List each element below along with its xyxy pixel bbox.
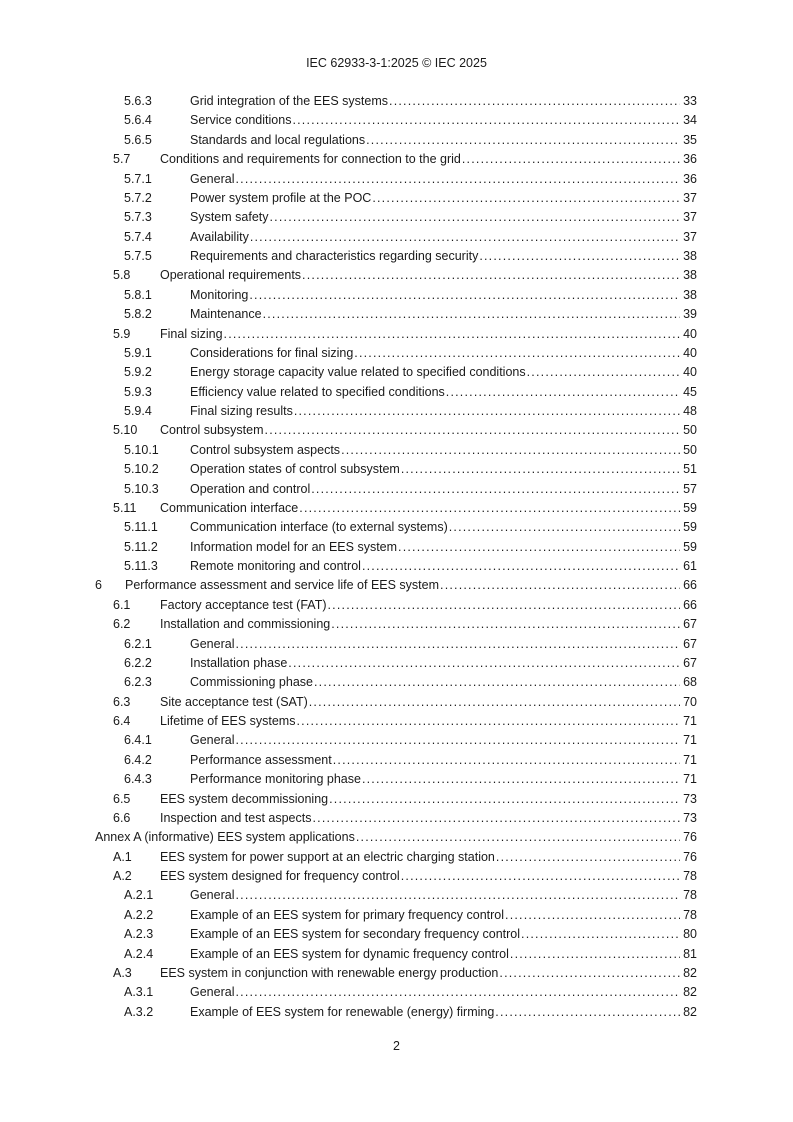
toc-entry-title: Information model for an EES system (190, 539, 398, 554)
toc-entry-title: Performance monitoring phase (190, 772, 361, 787)
toc-entry[interactable] (0, 189, 793, 208)
toc-entry-page: 66 (683, 578, 697, 593)
toc-entry-page: 80 (683, 927, 697, 942)
toc-entry-page: 59 (683, 520, 697, 535)
toc-entry-page: 50 (683, 442, 697, 457)
toc-entry[interactable] (0, 421, 793, 440)
toc-dot-leader (329, 790, 680, 809)
toc-entry-number: 5.7.4 (124, 229, 152, 244)
toc-entry-line (190, 538, 697, 557)
toc-entry[interactable] (0, 693, 793, 712)
toc-entry-title: Conditions and requirements for connection to the grid (160, 152, 461, 167)
toc-entry[interactable] (0, 809, 793, 828)
toc-entry[interactable] (0, 480, 793, 499)
toc-entry-page: 36 (683, 152, 697, 167)
toc-entry[interactable] (0, 518, 793, 537)
toc-entry[interactable] (0, 964, 793, 983)
toc-dot-leader (366, 131, 680, 150)
toc-entry-page: 71 (683, 714, 697, 728)
toc-entry-page: 78 (683, 907, 697, 922)
toc-entry-number: 6 (95, 578, 102, 593)
toc-entry-title: Control subsystem (160, 423, 264, 438)
toc-entry-page: 82 (683, 985, 697, 1000)
toc-entry-line (190, 208, 697, 227)
toc-entry-line (190, 983, 697, 1002)
toc-entry[interactable] (0, 111, 793, 130)
toc-entry-line (190, 480, 697, 499)
toc-entry-page: 68 (683, 675, 697, 690)
toc-entry-number: 5.11.2 (124, 539, 158, 554)
toc-dot-leader (250, 228, 680, 247)
toc-entry-page: 67 (683, 655, 697, 670)
toc-dot-leader (496, 848, 680, 867)
toc-entry-page: 59 (683, 500, 697, 515)
toc-entry[interactable] (0, 383, 793, 402)
toc-entry[interactable] (0, 654, 793, 673)
toc-dot-leader (495, 1003, 680, 1022)
toc-entry-title: General (190, 985, 235, 1000)
toc-entry-page: 71 (683, 772, 697, 787)
toc-entry[interactable] (0, 751, 793, 770)
toc-dot-leader (401, 460, 680, 479)
toc-entry-title: Installation phase (190, 655, 288, 670)
toc-entry-page: 50 (683, 423, 697, 438)
toc-dot-leader (263, 305, 681, 324)
toc-entry[interactable] (0, 770, 793, 789)
toc-entry[interactable] (0, 731, 793, 750)
toc-entry-number: 6.6 (113, 810, 131, 825)
toc-entry-number: 5.7.5 (124, 249, 152, 263)
toc-entry[interactable] (0, 363, 793, 382)
toc-entry-title: Installation and commissioning (160, 617, 331, 632)
toc-entry-line (160, 693, 697, 712)
toc-entry-title: Commissioning phase (190, 675, 313, 690)
toc-entry-title: Lifetime of EES systems (160, 714, 296, 728)
toc-entry-number: 6.4 (113, 714, 131, 728)
toc-entry-title: Example of an EES system for primary frequency control (190, 907, 505, 922)
toc-entry-line (190, 886, 697, 905)
toc-entry-number: 5.8.2 (124, 307, 152, 322)
toc-dot-leader (510, 945, 680, 964)
toc-entry-title: EES system in conjunction with renewable energy production (160, 965, 499, 980)
toc-entry-title: Example of an EES system for secondary frequency control (190, 927, 521, 942)
toc-entry-number: 6.4.2 (124, 752, 152, 767)
toc-dot-leader (479, 247, 680, 266)
toc-dot-leader (265, 421, 681, 440)
toc-entry-title: EES system decommissioning (160, 791, 329, 806)
toc-entry[interactable] (0, 867, 793, 886)
toc-entry-number: 6.4.3 (124, 772, 152, 787)
toc-entry[interactable] (0, 712, 793, 731)
toc-entry[interactable] (0, 170, 793, 189)
toc-entry-title: General (190, 171, 235, 186)
toc-dot-leader (333, 751, 680, 770)
toc-entry-number: 6.2 (113, 617, 131, 632)
toc-entry-number: 5.7.3 (124, 210, 152, 225)
toc-dot-leader (398, 538, 680, 557)
toc-entry-line (160, 867, 697, 886)
toc-entry-line (160, 596, 697, 615)
toc-entry-number: A.2 (113, 869, 132, 883)
toc-entry[interactable] (0, 906, 793, 925)
toc-entry-line (160, 150, 697, 169)
toc-entry-page: 35 (683, 132, 697, 147)
toc-entry-line (160, 712, 697, 731)
toc-entry-title: Operation and control (190, 481, 311, 496)
toc-entry-line (190, 344, 697, 363)
toc-entry-line (190, 654, 697, 673)
toc-entry-page: 70 (683, 694, 697, 709)
toc-entry[interactable] (0, 635, 793, 654)
toc-entry-title: EES system for power support at an electric charging station (160, 849, 495, 864)
toc-entry-title: Final sizing results (190, 404, 293, 418)
toc-entry-page: 38 (683, 287, 697, 302)
toc-entry-page: 81 (683, 946, 697, 961)
toc-entry-page: 59 (683, 539, 697, 554)
toc-entry-line (95, 828, 697, 847)
toc-entry-page: 51 (683, 462, 697, 477)
toc-dot-leader (309, 693, 680, 712)
toc-entry-page: 82 (683, 965, 697, 980)
toc-entry-page: 40 (683, 326, 697, 341)
toc-entry-page: 73 (683, 810, 697, 825)
toc-dot-leader (462, 150, 680, 169)
toc-entry-page: 73 (683, 791, 697, 806)
toc-dot-leader (401, 867, 680, 886)
toc-entry[interactable] (0, 92, 793, 111)
toc-entry-line (160, 809, 697, 828)
toc-entry-page: 37 (683, 229, 697, 244)
toc-entry-number: 6.3 (113, 694, 131, 709)
toc-entry[interactable] (0, 131, 793, 150)
toc-entry[interactable] (0, 576, 793, 595)
toc-entry-line (190, 1003, 697, 1022)
toc-entry-page: 40 (683, 345, 697, 360)
toc-entry-page: 45 (683, 384, 697, 399)
toc-entry-line (190, 92, 697, 111)
toc-entry-title: Energy storage capacity value related to specified conditions (190, 365, 526, 380)
toc-entry-line (190, 925, 697, 944)
toc-entry[interactable] (0, 828, 793, 847)
toc-entry-number: 5.7.2 (124, 190, 152, 205)
toc-entry-number: A.3.1 (124, 985, 154, 1000)
toc-dot-leader (314, 673, 680, 692)
toc-dot-leader (354, 344, 680, 363)
toc-entry-line (160, 790, 697, 809)
toc-entry-line (160, 615, 697, 634)
toc-entry-number: 5.10.1 (124, 442, 159, 457)
toc-entry-line (190, 751, 697, 770)
toc-entry-number: 5.10.2 (124, 462, 159, 477)
toc-dot-leader (389, 92, 680, 111)
toc-entry-page: 34 (683, 113, 697, 128)
toc-entry-page: 71 (683, 733, 697, 748)
toc-entry-title: Service conditions (190, 113, 292, 128)
toc-entry[interactable] (0, 460, 793, 479)
page-number: 2 (393, 1039, 400, 1053)
toc-entry-number: 5.8 (113, 268, 131, 283)
toc-entry[interactable] (0, 286, 793, 305)
toc-dot-leader (341, 441, 680, 460)
toc-entry-line (190, 770, 697, 789)
toc-entry-page: 76 (683, 849, 697, 864)
toc-entry-page: 71 (683, 752, 697, 767)
toc-entry-line (190, 111, 697, 130)
toc-entry-title: Example of an EES system for dynamic frequency control (190, 946, 509, 961)
toc-entry[interactable] (0, 557, 793, 576)
toc-entry-line (190, 286, 697, 305)
toc-entry-line (190, 518, 697, 537)
toc-entry-title: Availability (190, 229, 249, 244)
toc-entry-number: 6.2.3 (124, 675, 152, 690)
toc-dot-leader (505, 906, 680, 925)
toc-dot-leader (288, 654, 680, 673)
toc-dot-leader (312, 809, 680, 828)
toc-entry-page: 78 (683, 869, 697, 883)
toc-entry-number: 5.6.4 (124, 113, 152, 128)
toc-entry-number: 6.4.1 (124, 733, 152, 748)
toc-entry-line (160, 499, 697, 518)
toc-entry-page: 82 (683, 1004, 697, 1019)
toc-entry-title: Requirements and characteristics regarding security (190, 249, 479, 263)
toc-entry-number: 5.9.3 (124, 384, 152, 399)
toc-entry-number: 5.11.1 (124, 520, 158, 535)
toc-dot-leader (294, 402, 680, 421)
toc-entry[interactable] (0, 247, 793, 266)
toc-dot-leader (331, 615, 680, 634)
toc-entry-line (160, 848, 697, 867)
toc-entry[interactable] (0, 441, 793, 460)
toc-entry-page: 33 (683, 94, 697, 108)
toc-entry[interactable] (0, 228, 793, 247)
toc-entry[interactable] (0, 538, 793, 557)
toc-entry-line (190, 441, 697, 460)
toc-dot-leader (235, 635, 680, 654)
toc-dot-leader (328, 596, 681, 615)
toc-entry-line (160, 325, 697, 344)
toc-entry-title: System safety (190, 210, 269, 225)
toc-entry-line (190, 247, 697, 266)
toc-entry-line (190, 170, 697, 189)
toc-entry-number: 6.1 (113, 597, 131, 612)
toc-entry[interactable] (0, 673, 793, 692)
toc-entry-title: General (190, 888, 235, 903)
toc-dot-leader (299, 499, 680, 518)
toc-dot-leader (440, 576, 680, 595)
toc-dot-leader (302, 266, 680, 285)
toc-entry[interactable] (0, 790, 793, 809)
toc-entry-page: 76 (683, 830, 697, 845)
toc-dot-leader (521, 925, 680, 944)
toc-entry-number: 5.11.3 (124, 559, 158, 573)
toc-entry[interactable] (0, 983, 793, 1002)
toc-entry-line (190, 228, 697, 247)
toc-entry-number: A.2.4 (124, 946, 154, 961)
toc-entry-line (160, 266, 697, 285)
toc-entry-page: 37 (683, 190, 697, 205)
toc-entry-title: Power system profile at the POC (190, 190, 372, 205)
toc-entry-number: 5.9.4 (124, 404, 152, 418)
toc-entry-title: Communication interface (160, 500, 299, 515)
toc-entry-page: 40 (683, 365, 697, 380)
toc-entry-title: Example of EES system for renewable (energy) firming (190, 1004, 495, 1019)
toc-entry-page: 38 (683, 268, 697, 283)
toc-entry-line (190, 460, 697, 479)
toc-entry[interactable] (0, 1003, 793, 1022)
toc-entry-title: General (190, 733, 235, 748)
toc-entry-number: 5.10.3 (124, 481, 159, 496)
toc-entry[interactable] (0, 305, 793, 324)
toc-entry[interactable] (0, 596, 793, 615)
toc-entry-number: 5.6.5 (124, 132, 152, 147)
toc-entry-page: 48 (683, 404, 697, 418)
toc-entry-number: 5.9.2 (124, 365, 152, 380)
toc-entry[interactable] (0, 344, 793, 363)
toc-entry-title: Factory acceptance test (FAT) (160, 597, 327, 612)
toc-entry-number: 6.2.1 (124, 636, 152, 651)
toc-entry-number: 5.11 (113, 500, 137, 515)
toc-entry-title: Monitoring (190, 287, 249, 302)
table-of-contents (0, 92, 793, 1022)
toc-entry-number: 5.9 (113, 326, 131, 341)
toc-entry-line (190, 673, 697, 692)
toc-entry-page: 78 (683, 888, 697, 903)
toc-entry-page: 37 (683, 210, 697, 225)
toc-entry-title: Final sizing (160, 326, 223, 341)
toc-entry-page: 57 (683, 481, 697, 496)
toc-entry-title: EES system designed for frequency control (160, 869, 400, 883)
toc-entry-title: Grid integration of the EES systems (190, 94, 389, 108)
toc-entry-title: Communication interface (to external systems) (190, 520, 448, 535)
toc-entry-title: Inspection and test aspects (160, 810, 312, 825)
toc-entry-number: A.3 (113, 965, 132, 980)
toc-dot-leader (446, 383, 680, 402)
toc-entry-line (190, 731, 697, 750)
toc-entry-number: 5.8.1 (124, 287, 152, 302)
toc-entry-line (190, 131, 697, 150)
toc-entry-number: 5.9.1 (124, 345, 152, 360)
toc-dot-leader (224, 325, 681, 344)
toc-dot-leader (235, 886, 680, 905)
toc-entry-number: A.1 (113, 849, 132, 864)
toc-entry-number: A.2.3 (124, 927, 154, 942)
toc-entry-number: 5.7.1 (124, 171, 152, 186)
toc-dot-leader (449, 518, 680, 537)
toc-entry[interactable] (0, 150, 793, 169)
toc-entry-line (190, 363, 697, 382)
toc-entry-title: Site acceptance test (SAT) (160, 694, 308, 709)
toc-entry-title: Remote monitoring and control (190, 559, 361, 573)
toc-dot-leader (362, 770, 680, 789)
toc-entry-title: Maintenance (190, 307, 262, 322)
toc-entry-title: Considerations for final sizing (190, 345, 354, 360)
toc-dot-leader (499, 964, 680, 983)
page-header: IEC 62933-3-1:2025 © IEC 2025 (306, 56, 487, 70)
toc-entry-title: Operational requirements (160, 268, 302, 283)
toc-entry-number: 5.10 (113, 423, 138, 438)
toc-entry-number: 6.5 (113, 791, 131, 806)
toc-entry-title: General (190, 636, 235, 651)
toc-entry-title: Standards and local regulations (190, 132, 366, 147)
toc-dot-leader (311, 480, 680, 499)
toc-entry[interactable] (0, 925, 793, 944)
toc-entry[interactable] (0, 325, 793, 344)
toc-entry-number: A.2.2 (124, 907, 154, 922)
toc-entry[interactable] (0, 886, 793, 905)
toc-entry-line (160, 421, 697, 440)
toc-entry-number: A.2.1 (124, 888, 154, 903)
toc-entry-line (190, 557, 697, 576)
toc-entry-line (125, 576, 697, 595)
toc-entry[interactable] (0, 945, 793, 964)
toc-dot-leader (527, 363, 680, 382)
toc-entry-number: A.3.2 (124, 1004, 154, 1019)
toc-entry-page: 39 (683, 307, 697, 322)
toc-entry-line (190, 383, 697, 402)
toc-entry-line (190, 635, 697, 654)
toc-entry[interactable] (0, 499, 793, 518)
toc-entry-line (190, 402, 697, 421)
toc-entry-page: 38 (683, 249, 697, 263)
toc-entry-title: Control subsystem aspects (190, 442, 341, 457)
toc-entry[interactable] (0, 266, 793, 285)
toc-entry[interactable] (0, 402, 793, 421)
toc-entry-line (190, 305, 697, 324)
toc-dot-leader (270, 208, 681, 227)
toc-entry[interactable] (0, 615, 793, 634)
toc-entry-page: 61 (683, 559, 697, 573)
toc-dot-leader (372, 189, 680, 208)
toc-dot-leader (296, 712, 680, 731)
toc-entry-line (190, 945, 697, 964)
toc-entry-title: Performance assessment (190, 752, 332, 767)
toc-entry-title: Operation states of control subsystem (190, 462, 400, 477)
toc-dot-leader (249, 286, 680, 305)
toc-dot-leader (235, 983, 680, 1002)
toc-entry-page: 67 (683, 636, 697, 651)
toc-entry-line (190, 906, 697, 925)
toc-dot-leader (356, 828, 680, 847)
toc-dot-leader (235, 731, 680, 750)
toc-entry-number: 5.6.3 (124, 94, 152, 108)
toc-entry-number: 6.2.2 (124, 655, 152, 670)
toc-dot-leader (292, 111, 680, 130)
toc-entry-line (190, 189, 697, 208)
toc-entry-title: Efficiency value related to specified conditions (190, 384, 445, 399)
toc-dot-leader (362, 557, 680, 576)
toc-entry-page: 66 (683, 597, 697, 612)
toc-entry[interactable] (0, 848, 793, 867)
toc-entry-line (160, 964, 697, 983)
toc-entry-title: Annex A (informative) EES system applications (95, 830, 355, 845)
toc-dot-leader (235, 170, 680, 189)
toc-entry[interactable] (0, 208, 793, 227)
toc-entry-page: 36 (683, 171, 697, 186)
toc-entry-page: 67 (683, 617, 697, 632)
toc-entry-number: 5.7 (113, 152, 131, 167)
toc-entry-title: Performance assessment and service life of EES system (125, 578, 440, 593)
